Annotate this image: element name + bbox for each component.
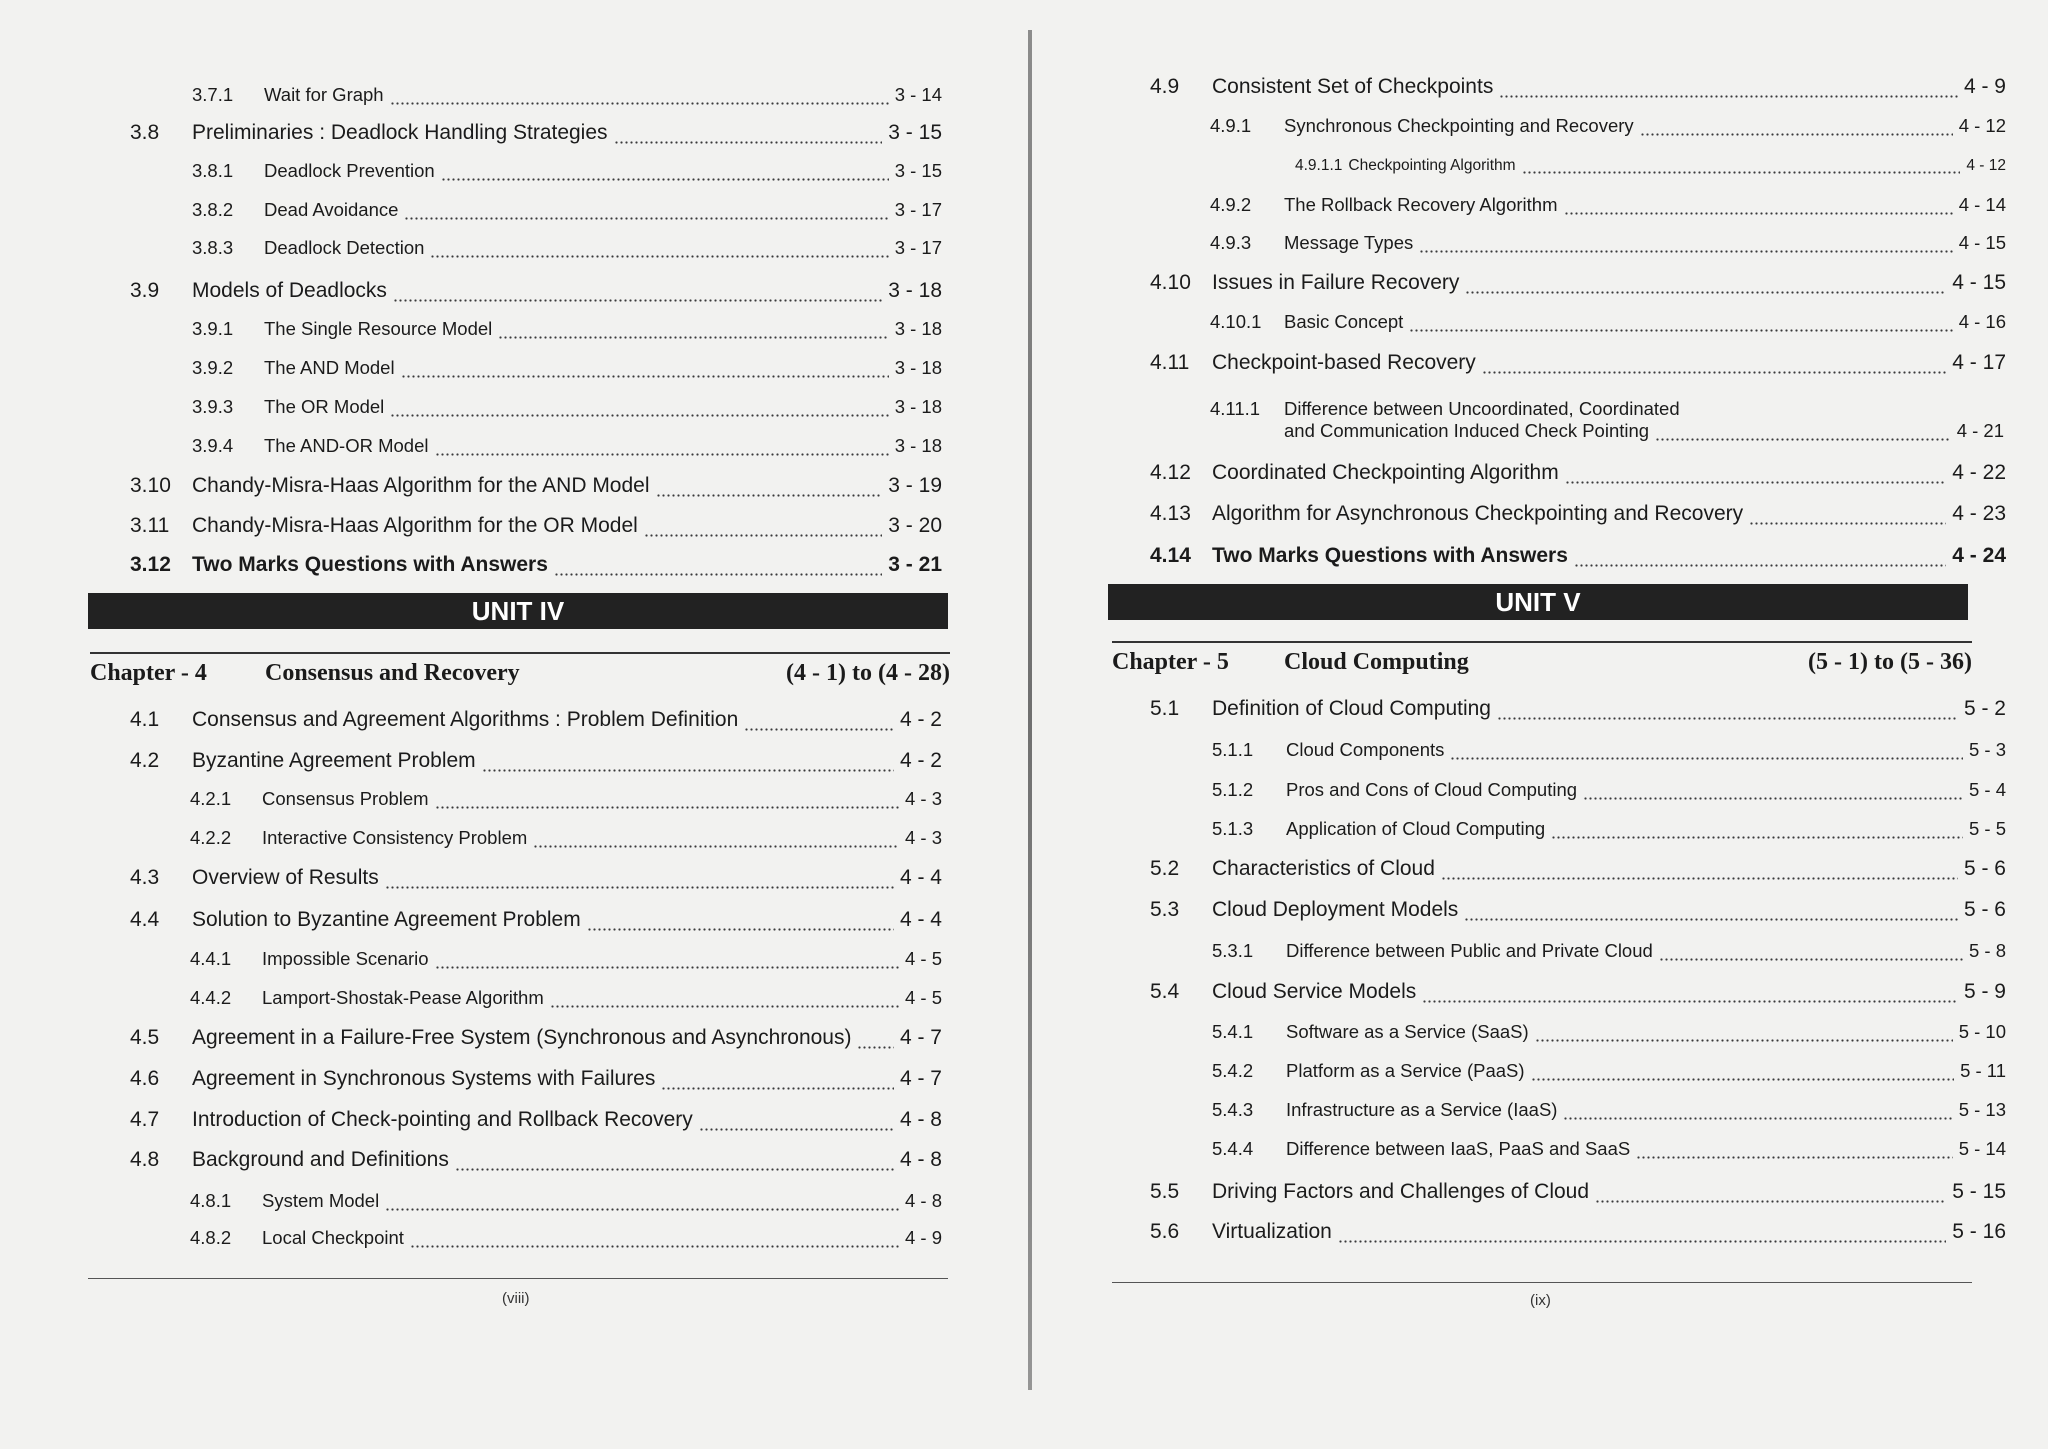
dot-leader: [1595, 1184, 1946, 1204]
dot-leader: [1574, 548, 1946, 568]
toc-entry-3-9-1: [192, 318, 942, 340]
toc-entry-title: Consensus and Agreement Algorithms : Problem Definition: [192, 708, 739, 731]
page-folio: (viii): [502, 1290, 530, 1307]
dot-leader: [441, 164, 889, 182]
toc-entry-number: 5.2: [1150, 857, 1180, 880]
dot-leader: [656, 478, 883, 498]
toc-entry-number: 3.8: [130, 121, 160, 144]
dot-leader: [430, 241, 888, 259]
toc-entry-number: 4.2.1: [190, 788, 232, 809]
toc-entry-5-3-1: [1212, 940, 2006, 962]
toc-entry-page: 5 - 6: [1963, 857, 2006, 880]
dot-leader: [1482, 355, 1946, 375]
toc-entry-4-9: [1150, 75, 2006, 99]
toc-entry-page: 5 - 9: [1963, 980, 2006, 1003]
toc-entry-number: 3.9.4: [192, 435, 234, 456]
toc-entry-number: 5.3.1: [1212, 940, 1254, 961]
toc-entry-title: Definition of Cloud Computing: [1212, 697, 1491, 720]
dot-leader: [554, 557, 882, 577]
toc-entry-page: 4 - 8: [899, 1148, 942, 1171]
dot-leader: [390, 88, 889, 106]
toc-entry-number: 4.13: [1150, 502, 1191, 525]
dot-leader: [435, 792, 899, 810]
toc-entry-number: 3.7.1: [192, 84, 234, 105]
toc-entry-number: 4.4: [130, 908, 160, 931]
toc-entry-title: Consensus Problem: [262, 788, 429, 809]
toc-entry-page: 5 - 4: [1968, 779, 2006, 800]
toc-entry-number: 5.3: [1150, 898, 1180, 921]
footer-rule: [1112, 1282, 1972, 1283]
toc-entry-5-1-2: [1212, 779, 2006, 801]
toc-entry-number: 4.11: [1150, 351, 1190, 374]
toc-entry-title: Impossible Scenario: [262, 948, 429, 969]
dot-leader: [498, 322, 888, 340]
toc-entry-page: 4 - 9: [904, 1227, 942, 1248]
toc-entry-number: 4.2: [130, 749, 160, 772]
dot-leader: [1441, 861, 1958, 881]
toc-entry-number: 5.4.3: [1212, 1099, 1254, 1120]
dot-leader: [393, 283, 882, 303]
toc-entry-5-4-2: [1212, 1060, 2006, 1082]
toc-entry-title: Overview of Results: [192, 866, 379, 889]
toc-entry-title: Software as a Service (SaaS): [1286, 1021, 1529, 1042]
toc-entry-title: The Single Resource Model: [264, 318, 493, 339]
toc-entry-4-1: [130, 708, 942, 732]
dot-leader: [404, 203, 888, 221]
toc-entry-number: 5.4.4: [1212, 1138, 1254, 1159]
dot-leader: [744, 712, 894, 732]
toc-entry-title: Interactive Consistency Problem: [262, 827, 528, 848]
dot-leader: [455, 1152, 894, 1172]
toc-entry-page: 5 - 8: [1968, 940, 2006, 961]
toc-entry-number: 4.10: [1150, 271, 1191, 294]
toc-entry-title: Models of Deadlocks: [192, 279, 387, 302]
toc-entry-page: 4 - 22: [1952, 461, 2006, 484]
toc-entry-number: 4.9: [1150, 75, 1180, 98]
toc-entry-title: The Rollback Recovery Algorithm: [1284, 194, 1558, 215]
toc-entry-number: 3.11: [130, 514, 170, 537]
toc-entry-number: 4.12: [1150, 461, 1191, 484]
toc-entry-number: 4.3: [130, 866, 160, 889]
toc-entry-page: 3 - 19: [888, 474, 942, 497]
toc-entry-number: 4.10.1: [1210, 311, 1262, 332]
right-page: [1040, 0, 2048, 1449]
toc-entry-number: 3.8.2: [192, 199, 234, 220]
toc-entry-number: 4.9.3: [1210, 232, 1252, 253]
toc-entry-number: 3.12: [130, 553, 171, 576]
toc-entry-title: Difference between IaaS, PaaS and SaaS: [1286, 1138, 1631, 1159]
toc-entry-title: Algorithm for Asynchronous Checkpointing and Recovery: [1212, 502, 1744, 525]
dot-leader: [410, 1231, 899, 1249]
toc-entry-number: 3.10: [130, 474, 171, 497]
dot-leader: [1659, 944, 1963, 962]
footer-rule: [88, 1278, 948, 1279]
toc-entry-number: 4.8.2: [190, 1227, 232, 1248]
toc-entry-page: 4 - 8: [904, 1190, 942, 1211]
toc-entry-number: 3.8.3: [192, 237, 234, 258]
toc-entry-title: The AND Model: [264, 357, 395, 378]
toc-entry-3-8-3: [192, 237, 942, 259]
toc-entry-3-9: [130, 279, 942, 303]
toc-entry-5-2: [1150, 857, 2006, 881]
toc-entry-page: 4 - 2: [899, 749, 942, 772]
dot-leader: [1551, 822, 1963, 840]
toc-entry-number: 3.9.3: [192, 396, 234, 417]
toc-entry-page: 3 - 21: [888, 553, 942, 576]
toc-entry-title: Cloud Deployment Models: [1212, 898, 1459, 921]
toc-entry-title: Deadlock Detection: [264, 237, 425, 258]
toc-entry-title: Wait for Graph: [264, 84, 384, 105]
dot-leader: [385, 870, 894, 890]
dot-leader: [401, 361, 889, 379]
toc-entry-page: 4 - 12: [1966, 157, 2006, 174]
toc-entry-number: 4.6: [130, 1067, 160, 1090]
toc-entry-title: Coordinated Checkpointing Algorithm: [1212, 461, 1559, 484]
toc-entry-number: 4.5: [130, 1026, 160, 1049]
toc-entry-5-5: [1150, 1180, 2006, 1204]
toc-entry-title: Basic Concept: [1284, 311, 1404, 332]
toc-entry-title: Driving Factors and Challenges of Cloud: [1212, 1180, 1590, 1203]
toc-entry-page: 4 - 3: [904, 827, 942, 848]
toc-entry-4-13: [1150, 502, 2006, 526]
dot-leader: [1409, 315, 1952, 333]
toc-entry-title: Message Types: [1284, 232, 1414, 253]
dot-leader: [1419, 236, 1952, 254]
toc-entry-page: 5 - 16: [1952, 1220, 2006, 1243]
toc-entry-number: 3.8.1: [192, 160, 234, 181]
toc-entry-number: 4.9.1.1: [1295, 157, 1343, 174]
toc-entry-number: 4.8: [130, 1148, 160, 1171]
toc-entry-title: Cloud Service Models: [1212, 980, 1417, 1003]
toc-entry-5-1: [1150, 697, 2006, 721]
toc-entry-4-11: [1150, 351, 2006, 375]
toc-entry-3-12: [130, 553, 942, 577]
toc-entry-page: 4 - 4: [899, 908, 942, 931]
toc-entry-title: Chandy-Misra-Haas Algorithm for the OR Model: [192, 514, 638, 537]
toc-entry-page: 4 - 23: [1952, 502, 2006, 525]
toc-entry-number: 5.4.1: [1212, 1021, 1254, 1042]
toc-entry-page: 3 - 18: [894, 357, 942, 378]
dot-leader: [482, 753, 894, 773]
toc-entry-4-9-3: [1210, 232, 2006, 254]
toc-entry-4-9-2: [1210, 194, 2006, 216]
toc-entry-title: Solution to Byzantine Agreement Problem: [192, 908, 581, 931]
toc-entry-3-10: [130, 474, 942, 498]
dot-leader: [435, 439, 889, 457]
dot-leader: [1464, 902, 1958, 922]
toc-entry-title: Dead Avoidance: [264, 199, 399, 220]
toc-entry-title: Consistent Set of Checkpoints: [1212, 75, 1494, 98]
toc-entry-number: 4.7: [130, 1108, 160, 1131]
toc-entry-4-5: [130, 1026, 942, 1050]
unit-banner: UNIT V: [1108, 584, 1968, 620]
dot-leader: [390, 400, 888, 418]
toc-entry-5-1-3: [1212, 818, 2006, 840]
toc-entry-3-11: [130, 514, 942, 538]
toc-entry-page: 3 - 18: [888, 279, 942, 302]
dot-leader: [614, 125, 883, 145]
dot-leader: [587, 912, 894, 932]
toc-entry-4-12: [1150, 461, 2006, 485]
toc-entry-page: 4 - 2: [899, 708, 942, 731]
toc-entry-title: Lamport-Shostak-Pease Algorithm: [262, 987, 544, 1008]
chapter-title: Cloud Computing: [1284, 649, 1469, 675]
toc-entry-3-7-1: [192, 84, 942, 106]
toc-entry-page: 5 - 14: [1958, 1138, 2006, 1159]
dot-leader: [1422, 984, 1958, 1004]
toc-entry-page: 4 - 9: [1963, 75, 2006, 98]
toc-entry-page: 3 - 15: [888, 121, 942, 144]
toc-entry-page: 4 - 5: [904, 987, 942, 1008]
chapter-label: Chapter - 4: [90, 660, 207, 686]
toc-entry-title: Infrastructure as a Service (IaaS): [1286, 1099, 1558, 1120]
toc-entry-title: Characteristics of Cloud: [1212, 857, 1435, 880]
toc-entry-number: 3.9.1: [192, 318, 234, 339]
toc-entry-5-4: [1150, 980, 2006, 1004]
toc-entry-page: 3 - 18: [894, 318, 942, 339]
toc-entry-page: 4 - 5: [904, 948, 942, 969]
toc-entry-page: 3 - 17: [894, 199, 942, 220]
toc-entry-number: 4.9.2: [1210, 194, 1252, 215]
toc-entry-title: Platform as a Service (PaaS): [1286, 1060, 1525, 1081]
toc-entry-number: 4.4.2: [190, 987, 232, 1008]
dot-leader: [1564, 198, 1953, 216]
toc-entry-number: 3.9.2: [192, 357, 234, 378]
toc-entry-4-11-1: [1210, 398, 2004, 442]
toc-entry-number: 5.6: [1150, 1220, 1180, 1243]
chapter-title: Consensus and Recovery: [265, 660, 520, 686]
dot-leader: [1338, 1224, 1946, 1244]
dot-leader: [435, 952, 899, 970]
toc-entry-5-4-3: [1212, 1099, 2006, 1121]
dot-leader: [1636, 1142, 1952, 1160]
chapter-heading: [1112, 641, 1972, 676]
toc-entry-title: Agreement in a Failure-Free System (Synchronous and Asynchronous): [192, 1026, 852, 1049]
toc-entry-number: 3.9: [130, 279, 160, 302]
toc-entry-5-4-1: [1212, 1021, 2006, 1043]
toc-entry-4-8-2: [190, 1227, 942, 1249]
toc-entry-3-8-1: [192, 160, 942, 182]
toc-entry-title: The OR Model: [264, 396, 385, 417]
toc-entry-title: Deadlock Prevention: [264, 160, 435, 181]
toc-entry-page: 5 - 13: [1958, 1099, 2006, 1120]
toc-entry-page: 3 - 17: [894, 237, 942, 258]
page-folio: (ix): [1530, 1292, 1551, 1309]
toc-entry-title: Two Marks Questions with Answers: [192, 553, 548, 576]
toc-entry-4-2-1: [190, 788, 942, 810]
toc-entry-title-line1: Difference between Uncoordinated, Coordinated: [1284, 398, 1680, 419]
toc-entry-page: 3 - 15: [894, 160, 942, 181]
toc-entry-title: Virtualization: [1212, 1220, 1332, 1243]
toc-entry-page: 5 - 2: [1963, 697, 2006, 720]
toc-entry-number: 5.5: [1150, 1180, 1180, 1203]
chapter-page-range: (4 - 1) to (4 - 28): [786, 660, 950, 686]
toc-entry-number: 5.1.3: [1212, 818, 1254, 839]
toc-entry-4-9-1: [1210, 115, 2006, 137]
toc-entry-page: 4 - 15: [1952, 271, 2006, 294]
toc-entry-number: 5.4: [1150, 980, 1180, 1003]
toc-entry-4-2-2: [190, 827, 942, 849]
toc-entry-4-8-1: [190, 1190, 942, 1212]
toc-entry-title: Pros and Cons of Cloud Computing: [1286, 779, 1578, 800]
toc-entry-title: Chandy-Misra-Haas Algorithm for the AND Model: [192, 474, 650, 497]
book-spine: [1028, 30, 1032, 1390]
toc-entry-title: Difference between Public and Private Cloud: [1286, 940, 1653, 961]
toc-entry-page: 3 - 18: [894, 435, 942, 456]
chapter-heading: [90, 652, 950, 687]
toc-entry-number: 4.8.1: [190, 1190, 232, 1211]
dot-leader: [385, 1194, 899, 1212]
toc-entry-page: 5 - 11: [1960, 1060, 2006, 1081]
toc-entry-3-9-3: [192, 396, 942, 418]
toc-entry-number: 5.1: [1150, 697, 1180, 720]
toc-entry-title: System Model: [262, 1190, 380, 1211]
dot-leader: [1465, 275, 1946, 295]
dot-leader: [1583, 783, 1963, 801]
toc-entry-4-4-2: [190, 987, 942, 1009]
toc-entry-title: Background and Definitions: [192, 1148, 449, 1171]
toc-entry-title: Issues in Failure Recovery: [1212, 271, 1460, 294]
toc-entry-number: 5.4.2: [1212, 1060, 1254, 1081]
toc-entry-title: Checkpointing Algorithm: [1348, 157, 1516, 174]
toc-entry-title: Introduction of Check-pointing and Rollback Recovery: [192, 1108, 693, 1131]
dot-leader: [661, 1071, 894, 1091]
toc-entry-title: Cloud Components: [1286, 739, 1445, 760]
toc-entry-title: The AND-OR Model: [264, 435, 429, 456]
toc-entry-3-8: [130, 121, 942, 145]
toc-entry-page: 4 - 7: [899, 1067, 942, 1090]
dot-leader: [1535, 1025, 1953, 1043]
toc-entry-number: 5.1.1: [1212, 739, 1254, 760]
toc-entry-page: 5 - 5: [1968, 818, 2006, 839]
toc-entry-number: 4.2.2: [190, 827, 232, 848]
toc-entry-page: 4 - 21: [1956, 420, 2004, 441]
dot-leader: [644, 518, 882, 538]
toc-entry-page: 5 - 10: [1958, 1021, 2006, 1042]
toc-entry-4-6: [130, 1067, 942, 1091]
toc-entry-page: 4 - 24: [1952, 544, 2006, 567]
toc-entry-number: 4.1: [130, 708, 160, 731]
toc-entry-page: 5 - 15: [1952, 1180, 2006, 1203]
dot-leader: [1450, 743, 1963, 761]
toc-entry-page: 4 - 16: [1958, 311, 2006, 332]
toc-entry-title: Byzantine Agreement Problem: [192, 749, 476, 772]
toc-entry-4-2: [130, 749, 942, 773]
toc-entry-page: 4 - 17: [1952, 351, 2006, 374]
toc-entry-4-10-1: [1210, 311, 2006, 333]
toc-entry-3-9-2: [192, 357, 942, 379]
toc-entry-page: 3 - 18: [894, 396, 942, 417]
dot-leader: [1563, 1103, 1952, 1121]
toc-entry-title: Two Marks Questions with Answers: [1212, 544, 1568, 567]
toc-entry-4-3: [130, 866, 942, 890]
toc-entry-4-8: [130, 1148, 942, 1172]
left-page: [0, 0, 1010, 1449]
toc-entry-number: 4.4.1: [190, 948, 232, 969]
toc-entry-page: 4 - 14: [1958, 194, 2006, 215]
toc-entry-title-line2: and Communication Induced Check Pointing: [1284, 420, 1650, 441]
dot-leader: [1499, 79, 1958, 99]
toc-entry-title: Local Checkpoint: [262, 1227, 404, 1248]
toc-entry-5-4-4: [1212, 1138, 2006, 1160]
toc-entry-4-7: [130, 1108, 942, 1132]
toc-entry-page: 5 - 3: [1968, 739, 2006, 760]
toc-entry-number: 4.9.1: [1210, 115, 1252, 136]
toc-entry-4-4-1: [190, 948, 942, 970]
chapter-page-range: (5 - 1) to (5 - 36): [1808, 649, 1972, 675]
toc-entry-page: 4 - 7: [899, 1026, 942, 1049]
toc-entry-4-14: [1150, 544, 2006, 568]
toc-entry-4-4: [130, 908, 942, 932]
dot-leader: [1655, 424, 1951, 442]
toc-entry-5-1-1: [1212, 739, 2006, 761]
dot-leader: [1531, 1064, 1955, 1082]
toc-entry-page: 5 - 6: [1963, 898, 2006, 921]
dot-leader: [857, 1030, 893, 1050]
toc-entry-number: 4.14: [1150, 544, 1191, 567]
toc-entry-page: 4 - 8: [899, 1108, 942, 1131]
toc-entry-title: Agreement in Synchronous Systems with Failures: [192, 1067, 656, 1090]
toc-entry-4-9-1-1: [1295, 157, 2006, 175]
dot-leader: [1640, 119, 1953, 137]
dot-leader: [1749, 506, 1946, 526]
toc-entry-page: 4 - 3: [904, 788, 942, 809]
toc-entry-title: Application of Cloud Computing: [1286, 818, 1546, 839]
toc-entry-page: 4 - 12: [1958, 115, 2006, 136]
toc-entry-title: Preliminaries : Deadlock Handling Strategies: [192, 121, 608, 144]
toc-entry-5-6: [1150, 1220, 2006, 1244]
unit-banner: UNIT IV: [88, 593, 948, 629]
toc-entry-page: 4 - 15: [1958, 232, 2006, 253]
toc-entry-title: Checkpoint-based Recovery: [1212, 351, 1476, 374]
toc-entry-number: 4.11.1: [1210, 398, 1261, 419]
dot-leader: [533, 831, 899, 849]
toc-entry-3-8-2: [192, 199, 942, 221]
toc-entry-5-3: [1150, 898, 2006, 922]
toc-entry-title: Synchronous Checkpointing and Recovery: [1284, 115, 1634, 136]
toc-entry-page: 4 - 4: [899, 866, 942, 889]
dot-leader: [1565, 465, 1947, 485]
dot-leader: [1522, 160, 1961, 175]
toc-entry-page: 3 - 14: [894, 84, 942, 105]
dot-leader: [550, 991, 899, 1009]
dot-leader: [1497, 701, 1958, 721]
toc-entry-page: 3 - 20: [888, 514, 942, 537]
chapter-label: Chapter - 5: [1112, 649, 1229, 675]
toc-entry-number: 5.1.2: [1212, 779, 1254, 800]
toc-entry-3-9-4: [192, 435, 942, 457]
toc-entry-4-10: [1150, 271, 2006, 295]
dot-leader: [699, 1112, 894, 1132]
